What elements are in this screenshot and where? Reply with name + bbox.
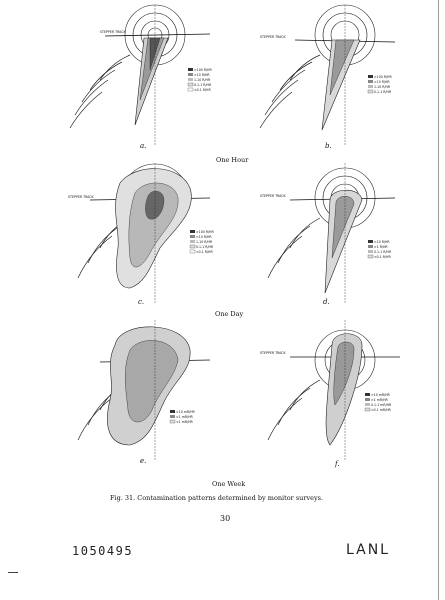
legend-entry: 1-10 R/HR <box>194 78 211 82</box>
legend-entry: >100 R/HR <box>374 75 392 79</box>
track-label: STEPPER TRACK <box>100 30 126 34</box>
legend-entry: >1 mR/HR <box>371 398 388 402</box>
legend-entry: >1 mR/HR <box>176 415 193 419</box>
legend-entry: >10 R/HR <box>196 235 212 239</box>
panel-a-diagram <box>60 0 220 150</box>
track-label: STEPPER TRACK <box>260 35 286 39</box>
track-label: STEPPER TRACK <box>260 194 286 198</box>
page-number: 30 <box>220 514 231 523</box>
legend-entry: 0.1-1 R/HR <box>194 83 212 87</box>
legend-entry: 0.1-1 R/HR <box>374 250 392 254</box>
panel-c-diagram <box>60 158 220 308</box>
panel-letter: d. <box>323 298 330 306</box>
legend-entry: <0.1 R/HR <box>194 88 211 92</box>
panel-letter: e. <box>140 457 147 465</box>
legend-entry: 0.1-1 R/HR <box>196 245 214 249</box>
legend-entry: >10 R/HR <box>374 240 390 244</box>
panel-f <box>250 315 410 468</box>
legend-entry: >1 R/HR <box>374 245 388 249</box>
legend-entry: >10 R/HR <box>374 80 390 84</box>
legend-entry: <0.1 mR/HR <box>371 408 391 412</box>
panel-e-diagram <box>60 315 220 465</box>
row-caption: One Hour <box>216 156 249 164</box>
legend-entry: >10 mR/HR <box>176 410 195 414</box>
row-caption: One Week <box>212 480 246 488</box>
legend-entry: >10 R/HR <box>194 73 210 77</box>
panel-letter: f. <box>335 460 340 468</box>
track-label: STEPPER TRACK <box>260 351 286 355</box>
document-id: 1050495 <box>72 544 134 558</box>
edge-line <box>438 0 439 600</box>
panel-letter: c. <box>138 298 145 306</box>
legend-entry: <1 mR/HR <box>176 420 193 424</box>
panel-d <box>250 158 410 308</box>
legend-entry: >100 R/HR <box>196 230 214 234</box>
panel-letter: b. <box>325 142 332 150</box>
track-label: STEPPER TRACK <box>68 195 94 199</box>
legend-entry: 1-10 R/HR <box>374 85 391 89</box>
legend-entry: 1-10 R/HR <box>196 240 213 244</box>
figure-caption: Fig. 31. Contamination patterns determined by monitor surveys. <box>110 494 324 502</box>
panel-f-diagram <box>250 315 410 465</box>
edge-mark <box>8 572 18 573</box>
row-caption: One Day <box>215 310 244 318</box>
panel-e <box>60 315 220 465</box>
legend-entry: 0.1-1 R/HR <box>374 90 392 94</box>
legend-entry: <0.1 R/HR <box>196 250 213 254</box>
panel-d-diagram <box>250 158 410 308</box>
panel-b <box>250 0 410 150</box>
legend-entry: >100 R/HR <box>194 68 212 72</box>
panel-b-diagram <box>250 0 410 150</box>
legend-entry: <0.1 R/HR <box>374 255 391 259</box>
legend-entry: 0.1-1 mR/HR <box>371 403 392 407</box>
panel-a <box>60 0 220 150</box>
lanl-stamp: LANL <box>346 542 390 558</box>
legend-entry: >10 mR/HR <box>371 393 390 397</box>
panel-letter: a. <box>140 142 147 150</box>
panel-c <box>60 158 220 308</box>
